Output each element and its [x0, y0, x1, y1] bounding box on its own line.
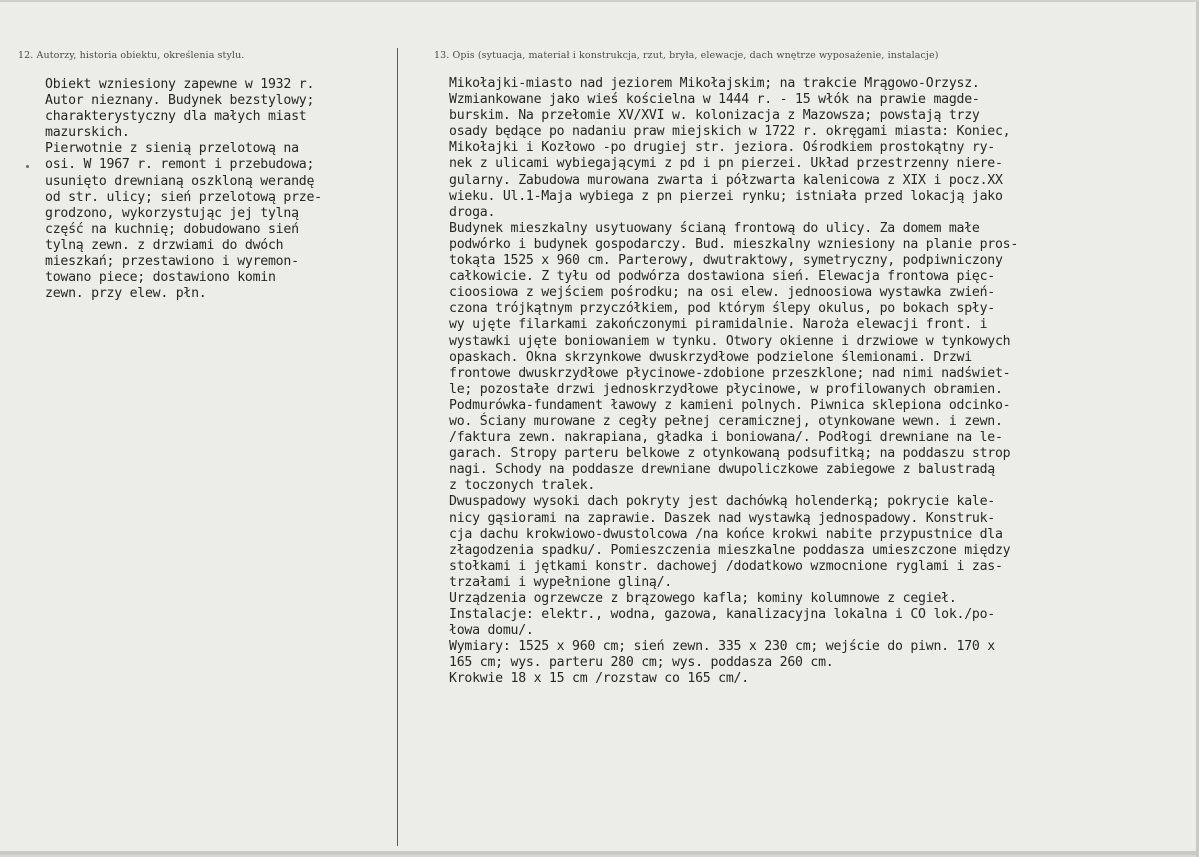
column-divider — [397, 48, 398, 846]
section-13-text: Mikołajki-miasto nad jeziorem Mikołajskim; na trakcie Mrągowo-Orzysz. Wzmiankowane jako wieś kościelna w 1444 r. - 15 włók na prawie magde- burskim. Na przełomie XV/XVI w. kolonizacja z Mazowsza; powstają trzy osady będące po nadaniu praw miejskich w 1722 r. okręgami miasta: Koniec, Mikołajki i Kozłowo -po drugiej str. jeziora. Ośrodkiem prostokątny ry- nek z ulicami wybiegającymi z pd i pn pierzei. Układ przestrzenny niere- gularny. Zabudowa murowana zwarta i półzwarta kalenicowa z XIX i pocz.XX wieku. Ul.1-Maja wybiega z pn pierzei rynku; istniała przed lokacją jako droga. Budynek mieszkalny usytuowany ścianą frontową do ulicy. Za domem małe podwórko i budynek gospodarczy. Bud. mieszkalny wzniesiony na planie pros- tokąta 1525 x 960 cm. Parterowy, dwutraktowy, symetryczny, podpiwniczony całkowicie. Z tyłu od podwórza dostawiona sień. Elewacja frontowa pięc- cioosiowa z wejściem pośrodku; na osi elew. jednoosiowa wystawka zwień- czona trójkątnym przyczółkiem, pod którym ślepy okulus, po bokach spły- wy ujęte filarkami zakończonymi piramidalnie. Naroża elewacji front. i wystawki ujęte boniowaniem w tynku. Otwory okienne i drzwiowe w tynkowych opaskach. Okna skrzynkowe dwuskrzydłowe podzielone ślemionami. Drzwi frontowe dwuskrzydłowe płycinowe-zdobione przeszklone; nad nimi nadświet- le; pozostałe drzwi jednoskrzydłowe płycinowe, w profilowanych obramien. Podmurówka-fundament ławowy z kamieni polnych. Piwnica sklepiona odcinko- wo. Ściany murowane z cegły pełnej ceramicznej, otynkowane wewn. i zewn. /faktura zewn. nakrapiana, gładka i boniowana/. Podłogi drewniane na le- garach. Stropy parteru belkowe z otynkowaną podsufitką; na poddaszu strop nagi. Schody na poddasze drewniane dwupoliczkowe zabiegowe z balustradą z toczonych tralek. Dwuspadowy wysoki dach pokryty jest dachówką holenderką; pokrycie kale- nicy gąsiorami na zaprawie. Daszek nad wystawką jednospadowy. Konstruk- cja dachu krokwiowo-dwustolcowa /na końce krokwi nabite przypustnice dla złagodzenia spadku/. Pomieszczenia mieszkalne poddasza umieszczone między stołkami i jętkami konstr. dachowej /dodatkowo wzmocnione ryglami i zas- trzałami i wypełnione gliną/. Urządzenia ogrzewcze z brązowego kafla; kominy kolumnowe z cegieł. Instalacje: elektr., wodna, gazowa, kanalizacyjna lokalna i CO lok./po- łowa domu/. Wymiary: 1525 x 960 cm; sień zewn. 335 x 230 cm; wejście do piwn. 170 x 165 cm; wys. parteru 280 cm; wys. poddasza 260 cm. Krokwie 18 x 15 cm /rozstaw co 165 cm/. — [449, 76, 1019, 687]
section-13-header: 13. Opis (sytuacja, materiał i konstrukcja, rzut, bryła, elewacje, dach wnętrze wyposażenie, instalacje) — [434, 50, 939, 61]
section-12-text: Obiekt wzniesiony zapewne w 1932 r. Autor nieznany. Budynek bezstylowy; charakterystyczny dla małych miast mazurskich. Pierwotnie z sienią przelotową na osi. W 1967 r. remont i przebudowa; usunięto drewnianą oszkloną werandę od str. ulicy; sień przelotową prze- grodzono, wykorzystując jej tylną część na kuchnię; dobudowano sień tylną zewn. z drzwiami do dwóch mieszkań; przestawiono i wyremon- towano piece; dostawiono komin zewn. przy elew. płn. — [45, 77, 322, 302]
card-bottom-edge — [0, 851, 1199, 855]
section-12-header: 12. Autorzy, historia obiektu, określenia stylu. — [18, 50, 245, 61]
margin-mark — [26, 165, 29, 168]
